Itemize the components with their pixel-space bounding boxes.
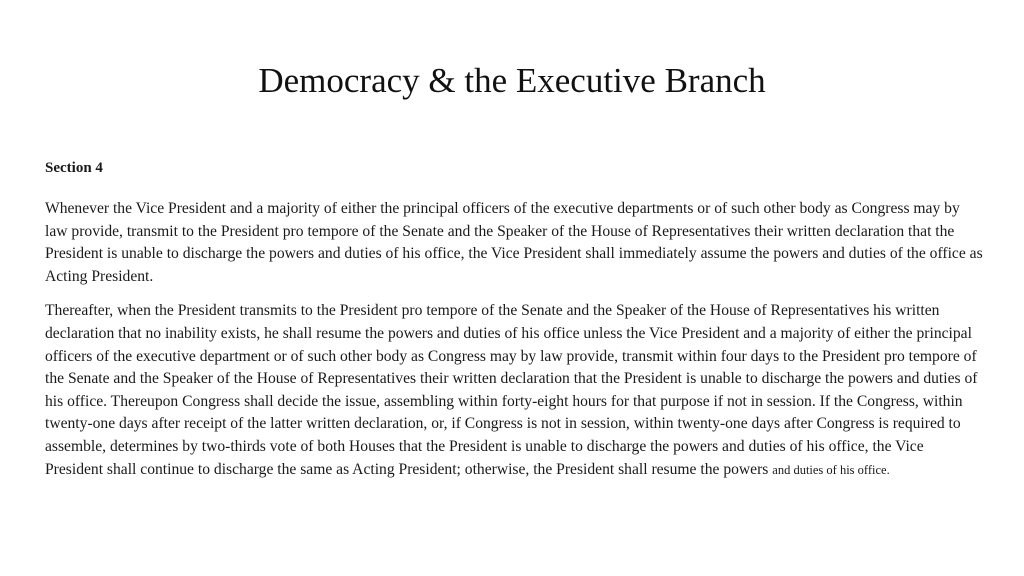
section-heading: Section 4 xyxy=(45,160,103,176)
paragraph-2 xyxy=(45,300,985,481)
paragraph-2-main: Thereafter, when the President transmits to the President pro tempore of the Senate and the Speaker of the House of Representatives his written declaration that no inability exists, he shall resume the powers and duties of his office unless the Vice President and a majority of either the principal officers of the executive department or of such other body as Congress may by law provide, transmit within four days to the President pro tempore of the Senate and the Speaker of the House of Representatives their written declaration that the President is unable to discharge the powers and duties of his office. Thereupon Congress shall decide the issue, assembling within forty-eight hours for that purpose if not in session. If the Congress, within twenty-one days after receipt of the latter written declaration, or, if Congress is not in session, within twenty-one days after Congress is required to assemble, determines by two-thirds vote of both Houses that the President is unable to discharge the powers and duties of his office, the Vice President shall continue to discharge the same as Acting President; otherwise, the President shall resume the powers xyxy=(45,302,978,478)
paragraph-2-tail: and duties of his office. xyxy=(772,462,890,477)
slide-content xyxy=(45,157,985,493)
paragraph-1: Whenever the Vice President and a majority of either the principal officers of the executive departments or of such other body as Congress may by law provide, transmit to the President pro tempore of the Senate and the Speaker of the House of Representatives their written declaration that the President is unable to discharge the powers and duties of his office, the Vice President shall immediately assume the powers and duties of the office as Acting President. xyxy=(45,200,983,285)
slide-title: Democracy & the Executive Branch xyxy=(258,61,766,100)
